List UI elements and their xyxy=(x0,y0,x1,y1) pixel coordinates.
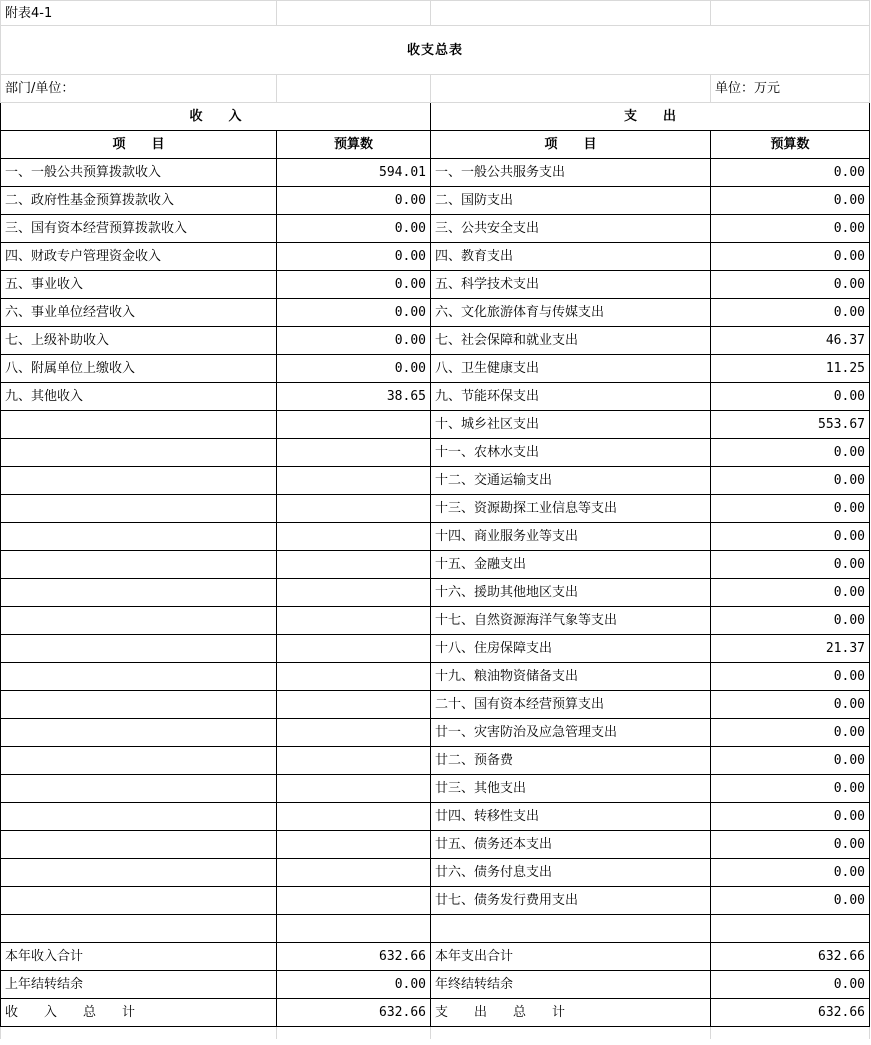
income-amount-cell[interactable] xyxy=(277,691,431,719)
expense-budget-header[interactable]: 预算数 xyxy=(711,131,870,159)
income-amount-cell[interactable]: 0.00 xyxy=(277,187,431,215)
income-amount-cell[interactable]: 0.00 xyxy=(277,215,431,243)
income-budget-header[interactable]: 预算数 xyxy=(277,131,431,159)
expense-amount-cell[interactable]: 0.00 xyxy=(711,859,870,887)
income-amount-cell[interactable]: 0.00 xyxy=(277,355,431,383)
table-row xyxy=(1,327,870,355)
income-amount-cell[interactable] xyxy=(277,859,431,887)
expense-amount-cell[interactable]: 553.67 xyxy=(711,411,870,439)
income-amount-cell[interactable]: 0.00 xyxy=(277,299,431,327)
expense-item-cell[interactable]: 十六、援助其他地区支出 xyxy=(431,579,711,607)
income-item-cell[interactable]: 九、其他收入 xyxy=(1,383,277,411)
table-row xyxy=(1,691,870,719)
table-row xyxy=(1,383,870,411)
income-item-cell[interactable]: 三、国有资本经营预算拨款收入 xyxy=(1,215,277,243)
expense-item-cell[interactable]: 十九、粮油物资储备支出 xyxy=(431,663,711,691)
expense-amount-cell[interactable]: 0.00 xyxy=(711,187,870,215)
expense-item-cell[interactable]: 廿五、债务还本支出 xyxy=(431,831,711,859)
expense-item-cell[interactable]: 一、一般公共服务支出 xyxy=(431,159,711,187)
table-row xyxy=(1,747,870,775)
income-amount-cell[interactable] xyxy=(277,663,431,691)
expense-item-cell[interactable]: 廿七、债务发行费用支出 xyxy=(431,887,711,915)
expense-item-cell[interactable]: 廿二、预备费 xyxy=(431,747,711,775)
page-title[interactable]: 收支总表 xyxy=(1,26,870,75)
table-row xyxy=(1,579,870,607)
table-row xyxy=(1,523,870,551)
income-item-cell[interactable] xyxy=(1,719,277,747)
expense-item-cell[interactable]: 十七、自然资源海洋气象等支出 xyxy=(431,607,711,635)
expense-item-cell[interactable]: 三、公共安全支出 xyxy=(431,215,711,243)
empty-cell[interactable] xyxy=(277,1027,431,1040)
table-row xyxy=(1,439,870,467)
table-row xyxy=(1,915,870,943)
expense-item-cell[interactable]: 年终结转结余 xyxy=(431,971,711,999)
expense-item-header[interactable]: 项 目 xyxy=(431,131,711,159)
income-item-cell[interactable]: 本年收入合计 xyxy=(1,943,277,971)
income-amount-cell[interactable] xyxy=(277,467,431,495)
income-amount-cell[interactable] xyxy=(277,775,431,803)
income-item-cell[interactable]: 二、政府性基金预算拨款收入 xyxy=(1,187,277,215)
expense-item-cell[interactable]: 六、文化旅游体育与传媒支出 xyxy=(431,299,711,327)
expense-amount-cell[interactable]: 0.00 xyxy=(711,159,870,187)
expense-amount-cell[interactable]: 0.00 xyxy=(711,831,870,859)
expense-item-cell[interactable]: 九、节能环保支出 xyxy=(431,383,711,411)
table-row xyxy=(1,495,870,523)
expense-amount-cell[interactable]: 46.37 xyxy=(711,327,870,355)
income-item-cell[interactable] xyxy=(1,859,277,887)
expense-grand-total-amount[interactable]: 632.66 xyxy=(711,999,870,1027)
income-item-cell[interactable] xyxy=(1,607,277,635)
income-item-cell[interactable] xyxy=(1,775,277,803)
expense-amount-cell[interactable]: 0.00 xyxy=(711,271,870,299)
income-amount-cell[interactable]: 632.66 xyxy=(277,943,431,971)
income-item-cell[interactable] xyxy=(1,523,277,551)
empty-cell[interactable] xyxy=(431,75,711,103)
expense-amount-cell[interactable]: 0.00 xyxy=(711,747,870,775)
income-amount-cell[interactable]: 0.00 xyxy=(277,327,431,355)
income-item-cell[interactable] xyxy=(1,635,277,663)
income-item-cell[interactable]: 六、事业单位经营收入 xyxy=(1,299,277,327)
income-item-cell[interactable] xyxy=(1,467,277,495)
expense-amount-cell[interactable]: 0.00 xyxy=(711,607,870,635)
expense-amount-cell[interactable]: 0.00 xyxy=(711,243,870,271)
expense-amount-cell[interactable]: 0.00 xyxy=(711,663,870,691)
expense-grand-total-label[interactable]: 支 出 总 计 xyxy=(431,999,711,1027)
table-row xyxy=(1,159,870,187)
income-item-cell[interactable] xyxy=(1,915,277,943)
table-row xyxy=(1,551,870,579)
expense-amount-cell[interactable]: 0.00 xyxy=(711,579,870,607)
table-row xyxy=(1,971,870,999)
income-amount-cell[interactable]: 0.00 xyxy=(277,971,431,999)
table-row xyxy=(1,411,870,439)
expense-item-cell[interactable]: 四、教育支出 xyxy=(431,243,711,271)
income-amount-cell[interactable]: 0.00 xyxy=(277,243,431,271)
expense-item-cell[interactable]: 十五、金融支出 xyxy=(431,551,711,579)
income-item-cell[interactable]: 四、财政专户管理资金收入 xyxy=(1,243,277,271)
table-row xyxy=(1,355,870,383)
expense-amount-cell[interactable]: 0.00 xyxy=(711,691,870,719)
expense-amount-cell[interactable]: 0.00 xyxy=(711,719,870,747)
dept-label[interactable]: 部门/单位： xyxy=(1,75,277,103)
expense-item-cell[interactable]: 二十、国有资本经营预算支出 xyxy=(431,691,711,719)
expense-item-cell[interactable]: 十一、农林水支出 xyxy=(431,439,711,467)
expense-amount-cell[interactable]: 0.00 xyxy=(711,467,870,495)
empty-cell[interactable] xyxy=(277,1,431,26)
expense-item-cell[interactable]: 十二、交通运输支出 xyxy=(431,467,711,495)
income-amount-cell[interactable] xyxy=(277,747,431,775)
unit-label[interactable]: 单位：万元 xyxy=(711,75,870,103)
expense-amount-cell[interactable]: 0.00 xyxy=(711,439,870,467)
expense-amount-cell[interactable]: 0.00 xyxy=(711,551,870,579)
table-row xyxy=(1,215,870,243)
income-amount-cell[interactable] xyxy=(277,495,431,523)
empty-cell[interactable] xyxy=(1,1027,277,1040)
table-row xyxy=(1,803,870,831)
expense-amount-cell[interactable]: 0.00 xyxy=(711,383,870,411)
income-item-cell[interactable] xyxy=(1,663,277,691)
table-row xyxy=(1,243,870,271)
income-item-cell[interactable]: 上年结转结余 xyxy=(1,971,277,999)
empty-cell[interactable] xyxy=(277,75,431,103)
income-amount-cell[interactable] xyxy=(277,803,431,831)
expense-item-cell[interactable]: 十三、资源勘探工业信息等支出 xyxy=(431,495,711,523)
empty-cell[interactable] xyxy=(431,1027,711,1040)
income-amount-cell[interactable] xyxy=(277,831,431,859)
table-row xyxy=(1,635,870,663)
income-amount-cell[interactable] xyxy=(277,607,431,635)
table-row xyxy=(1,663,870,691)
table-row xyxy=(1,607,870,635)
table-row xyxy=(1,467,870,495)
expense-amount-cell[interactable]: 0.00 xyxy=(711,523,870,551)
income-amount-cell[interactable] xyxy=(277,523,431,551)
table-row xyxy=(1,831,870,859)
income-item-cell[interactable] xyxy=(1,691,277,719)
empty-cell[interactable] xyxy=(431,1,711,26)
income-amount-cell[interactable] xyxy=(277,887,431,915)
income-amount-cell[interactable] xyxy=(277,579,431,607)
expense-amount-cell[interactable]: 632.66 xyxy=(711,943,870,971)
table-row xyxy=(1,887,870,915)
empty-cell[interactable] xyxy=(711,1027,870,1040)
income-item-cell[interactable] xyxy=(1,747,277,775)
income-amount-cell[interactable] xyxy=(277,635,431,663)
income-item-cell[interactable] xyxy=(1,411,277,439)
income-amount-cell[interactable] xyxy=(277,411,431,439)
income-item-cell[interactable] xyxy=(1,439,277,467)
income-item-cell[interactable] xyxy=(1,579,277,607)
income-amount-cell[interactable] xyxy=(277,915,431,943)
income-item-cell[interactable] xyxy=(1,551,277,579)
expense-amount-cell[interactable]: 21.37 xyxy=(711,635,870,663)
expense-item-cell[interactable]: 廿一、灾害防治及应急管理支出 xyxy=(431,719,711,747)
income-item-cell[interactable] xyxy=(1,887,277,915)
income-item-header[interactable]: 项 目 xyxy=(1,131,277,159)
expense-item-cell[interactable]: 廿六、债务付息支出 xyxy=(431,859,711,887)
expense-item-cell[interactable]: 十、城乡社区支出 xyxy=(431,411,711,439)
caption-cell[interactable]: 附表4-1 xyxy=(1,1,277,26)
income-grand-total-amount[interactable]: 632.66 xyxy=(277,999,431,1027)
income-item-cell[interactable]: 八、附属单位上缴收入 xyxy=(1,355,277,383)
expense-amount-cell[interactable]: 0.00 xyxy=(711,887,870,915)
table-row xyxy=(1,775,870,803)
income-grand-total-label[interactable]: 收 入 总 计 xyxy=(1,999,277,1027)
income-amount-cell[interactable]: 0.00 xyxy=(277,271,431,299)
empty-cell[interactable] xyxy=(711,1,870,26)
expense-header[interactable]: 支 出 xyxy=(431,103,870,131)
income-header[interactable]: 收 入 xyxy=(1,103,431,131)
expense-item-cell[interactable]: 五、科学技术支出 xyxy=(431,271,711,299)
income-item-cell[interactable] xyxy=(1,495,277,523)
expense-amount-cell[interactable]: 0.00 xyxy=(711,495,870,523)
income-item-cell[interactable] xyxy=(1,831,277,859)
expense-amount-cell[interactable] xyxy=(711,915,870,943)
income-amount-cell[interactable]: 38.65 xyxy=(277,383,431,411)
income-amount-cell[interactable] xyxy=(277,439,431,467)
expense-item-cell[interactable]: 廿三、其他支出 xyxy=(431,775,711,803)
income-amount-cell[interactable] xyxy=(277,719,431,747)
table-row xyxy=(1,271,870,299)
expense-item-cell[interactable]: 廿四、转移性支出 xyxy=(431,803,711,831)
income-amount-cell[interactable]: 594.01 xyxy=(277,159,431,187)
table-row xyxy=(1,719,870,747)
expense-item-cell[interactable]: 七、社会保障和就业支出 xyxy=(431,327,711,355)
income-item-cell[interactable]: 七、上级补助收入 xyxy=(1,327,277,355)
expense-item-cell[interactable]: 八、卫生健康支出 xyxy=(431,355,711,383)
expense-amount-cell[interactable]: 0.00 xyxy=(711,971,870,999)
expense-amount-cell[interactable]: 0.00 xyxy=(711,299,870,327)
expense-item-cell[interactable]: 本年支出合计 xyxy=(431,943,711,971)
expense-amount-cell[interactable]: 0.00 xyxy=(711,803,870,831)
income-item-cell[interactable]: 一、一般公共预算拨款收入 xyxy=(1,159,277,187)
table-row xyxy=(1,859,870,887)
expense-item-cell[interactable]: 二、国防支出 xyxy=(431,187,711,215)
expense-item-cell[interactable] xyxy=(431,915,711,943)
table-row xyxy=(1,943,870,971)
income-amount-cell[interactable] xyxy=(277,551,431,579)
expense-item-cell[interactable]: 十八、住房保障支出 xyxy=(431,635,711,663)
expense-amount-cell[interactable]: 0.00 xyxy=(711,215,870,243)
income-item-cell[interactable]: 五、事业收入 xyxy=(1,271,277,299)
expense-amount-cell[interactable]: 11.25 xyxy=(711,355,870,383)
table-row xyxy=(1,299,870,327)
income-item-cell[interactable] xyxy=(1,803,277,831)
expense-item-cell[interactable]: 十四、商业服务业等支出 xyxy=(431,523,711,551)
table-row xyxy=(1,187,870,215)
expense-amount-cell[interactable]: 0.00 xyxy=(711,775,870,803)
